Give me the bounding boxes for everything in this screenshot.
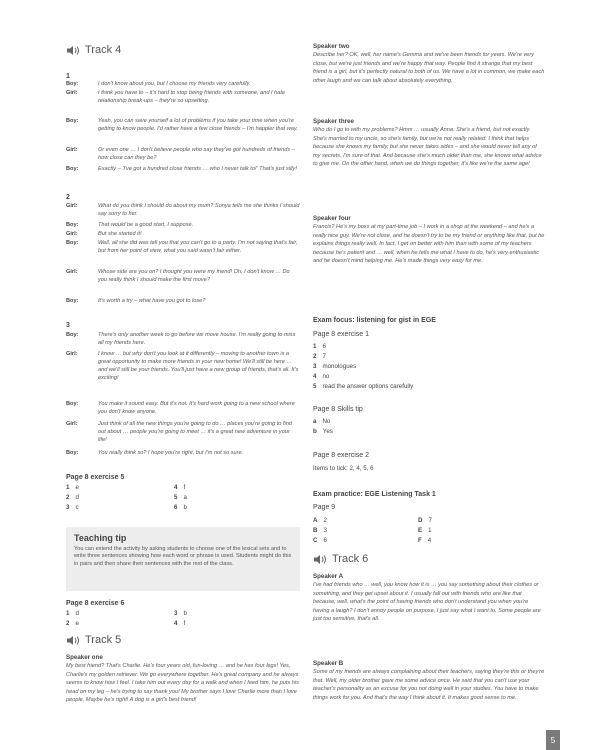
speaker-b-text: Some of my friends are always complaining about their teachers, saying they're this or they're that. Well, my older brother gave me some advice once. He said that you can't use your teacher's personality as an excuse for you not doing well in your studies. You have to make things work for you. And that's the way I think about it. It makes good sense to me.: [313, 669, 545, 701]
dialogue-line: Boy: Yeah, you can save yourself a lot of problems if you take your time when you're getting to know people. I'd rather have a few close friends – I'm happier that way.: [66, 118, 298, 132]
dialogue-line: Girl: Whose side are you on? I thought you were my friend! Oh, I don't know … Do you really think I should make the first move?: [66, 269, 290, 283]
exam-practice-title: Exam practice: EGE Listening Task 1: [313, 491, 436, 498]
speaker-one-label: Speaker one: [66, 654, 103, 661]
speaker-two-label: Speaker two: [313, 43, 350, 50]
dialogue-line: Girl: I think you have to – it's hard to stop being friends with someone, and I hate relationship break-ups – they're so upsetting.: [66, 90, 286, 104]
speaker-a-label: Speaker A: [313, 573, 344, 580]
speaker-three-text: Who do I go to with my problems? Hmm … usually Anna. She's a friend, but not exactly. She's married to my uncle, so she's family, but we're not really related. I think that helps because she knows my family, but she never takes sides – and she would never tell any of my secrets. I'm sure of that. And because she's much older than me, she knows what advice to give me. On the other hand, when we do things together, it's like we're the same age!: [313, 127, 542, 168]
dialogue-line: Boy: There's only another week to go before we move house. I'm really going to miss all my friends here.: [66, 332, 296, 346]
part-number: 2: [66, 194, 70, 201]
dialogue-line: Boy: You make it sound easy. But it's not. It's hard work going to a new school where you don't know anyone.: [66, 401, 295, 415]
teaching-tip-box: [66, 527, 300, 591]
speaker-four-label: Speaker four: [313, 215, 351, 222]
exercise5-title: Page 8 exercise 5: [66, 474, 125, 481]
dialogue-line: Girl: Just think of all the new things you're going to do … places you're going to find out about … people you're going to meet … it's a great new adventure in your life!: [66, 421, 292, 443]
exam-focus-ex2-text: Items to tick: 2, 4, 5, 6: [313, 465, 374, 472]
exercise6-title: Page 8 exercise 6: [66, 600, 125, 607]
speaker-icon: [66, 45, 82, 56]
dialogue-line: Boy: Well, all she did was tell you that you can't go to a party. I'm not saying that's fair, but from her point of view, what you said wasn't fair either.: [66, 240, 298, 254]
exam-practice-page: Page 9: [313, 504, 336, 511]
dialogue-line: Boy: I don't know about you, but I choose my friends very carefully.: [66, 81, 251, 87]
speaker-a-text: I've had friends who … well, you know how it is … you say something about their clothes or something, and they get upset about it. I usually fall out with friends who are like that because, well, what's the point of having friends who don't understand you when you're having a laugh? I don't annoy people on purpose, I just say what I want to. Some people are just too sensitive, that's all.: [313, 582, 541, 623]
dialogue-line: Girl: But she started it!: [66, 231, 142, 237]
exam-focus-ex1-title: Page 8 exercise 1: [313, 331, 370, 338]
dialogue-line: Girl: Or even one … I don't believe people who say they've got hundreds of friends – how close can they be?: [66, 147, 295, 161]
speaker-one-text: My best friend? That's Charlie. He's four years old, fun-loving … and he has four legs! Yes, Charlie's my golden retriever. We go everywhere together. He's great company and he always seems to know how I feel. I take him out every day for a walk and when I feed him, he puts his head on my leg – he's trying to say thank you! My brother says I love Charlie more than I love people. Maybe he's right! A dog is a girl's best friend!: [66, 663, 299, 704]
dialogue-line: Boy: It's worth a try – what have you got to lose?: [66, 298, 206, 304]
dialogue-line: Boy: You really think so? I hope you're right, but I'm not so sure.: [66, 450, 244, 456]
dialogue-line: Boy: Exactly – 'I've got a hundred close friends … who I never talk to!' That's just silly!: [66, 166, 297, 172]
speaker-icon: [66, 635, 82, 646]
skills-tip-title: Page 8 Skills tip: [313, 406, 363, 413]
speaker-b-label: Speaker B: [313, 660, 344, 667]
speaker-three-label: Speaker three: [313, 118, 354, 125]
dialogue-line: Boy: That would be a good start, I suppose.: [66, 222, 194, 228]
track6-heading: Track 6: [313, 553, 368, 565]
speaker-icon: [313, 554, 329, 565]
exam-focus-ex2-title: Page 8 exercise 2: [313, 452, 370, 459]
speaker-four-text: Francis? He's my boss at my part-time job – I work in a shop at the weekend – and he's a really nice guy. We're not close, and he doesn't try to be my friend or anything like that, but he explains things really well. In fact, I get on better with him than with some of my teachers because he's patient and … well, when he tells me what I have to do, he's very enthusiastic and he doesn't mind helping me. He's made things very easy for me.: [313, 224, 545, 265]
track5-heading: Track 5: [66, 634, 121, 646]
dialogue-line: Girl: What do you think I should do about my mum? Sonya tells me she thinks I should say sorry to her.: [66, 203, 300, 217]
part-number: 1: [66, 73, 70, 80]
page-number: 5: [546, 730, 560, 750]
track4-heading: Track 4: [66, 44, 121, 56]
teaching-tip-title: Teaching tip: [74, 533, 127, 543]
teaching-tip-body: You can extend the activity by asking students to choose one of the lexical sets and to write three sentences showing how each word or phrase is used. Students might do this in pairs and then share their sentences with the rest of the class.: [74, 546, 292, 567]
part-number: 3: [66, 322, 70, 329]
dialogue-line: Girl: I know … but why don't you look at it differently – moving to another town is a great opportunity to make more friends in your new home! We'll still be here … and we'll still be your friends. You'll just have a new group of friends, that's all. It's exciting!: [66, 351, 299, 381]
speaker-two-text: Describe her? OK, well, her name's Gemma and we've been friends for years. We're very close, but we're just friends and we're happy that way. People find it strange that my best friend is a girl, but it's perfectly natural to both of us. We have a lot in common, we make each other laugh and we can talk about absolutely everything.: [313, 52, 545, 84]
exam-focus-title: Exam focus: listening for gist in EGE: [313, 317, 436, 324]
